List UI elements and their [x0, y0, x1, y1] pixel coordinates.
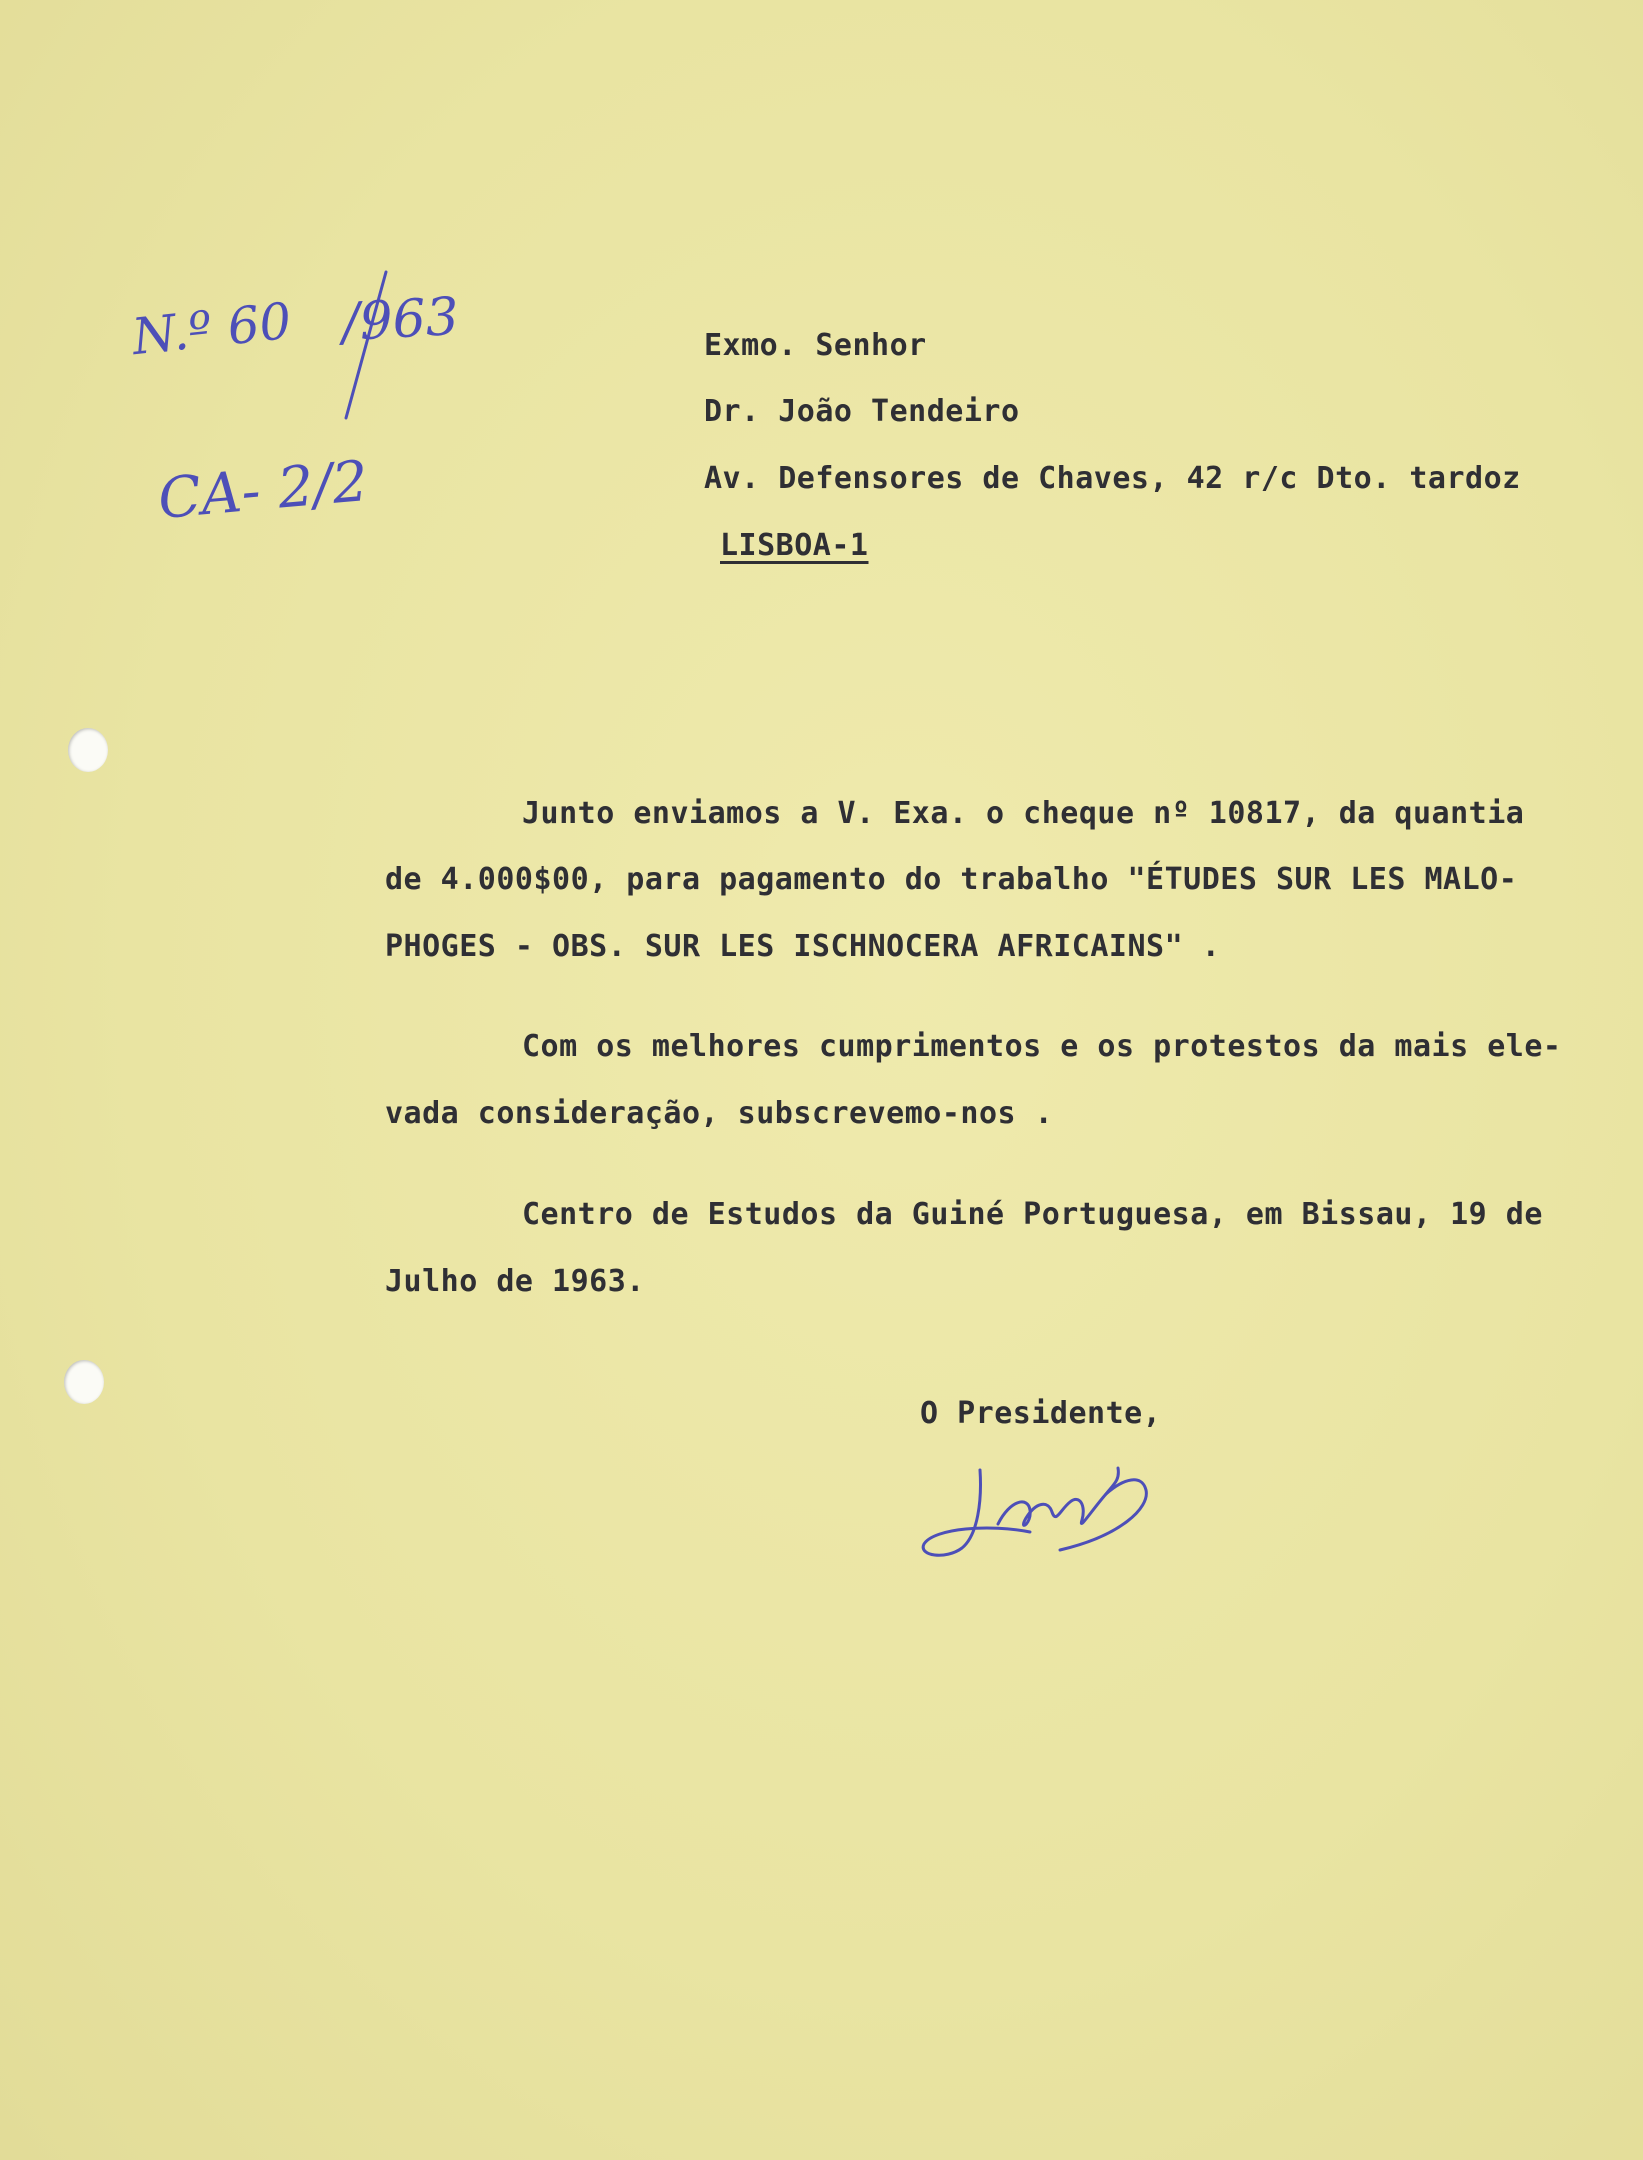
- body-p2-line-2: vada consideração, subscrevemo-nos .: [385, 1096, 1054, 1131]
- body-p1-line-1: Junto enviamos a V. Exa. o cheque nº 10817, da quantia: [522, 796, 1525, 831]
- punch-hole-top: [68, 728, 108, 772]
- body-p2-line-1: Com os melhores cumprimentos e os protestos da mais ele-: [522, 1029, 1562, 1064]
- president-signature: [910, 1440, 1180, 1570]
- body-p1-line-3: PHOGES - OBS. SUR LES ISCHNOCERA AFRICAINS" .: [385, 929, 1221, 964]
- recipient-address: Av. Defensores de Chaves, 42 r/c Dto. tardoz: [704, 461, 1521, 496]
- punch-hole-bottom: [64, 1360, 104, 1404]
- recipient-name: Dr. João Tendeiro: [704, 394, 1020, 429]
- body-p1-line-2: de 4.000$00, para pagamento do trabalho "ÉTUDES SUR LES MALO-: [385, 862, 1518, 897]
- recipient-salutation: Exmo. Senhor: [704, 328, 927, 363]
- handwritten-number: N.º 60: [129, 291, 295, 367]
- handwritten-year: /963: [340, 286, 461, 354]
- closing-title: O Presidente,: [920, 1396, 1162, 1431]
- body-p3-line-1: Centro de Estudos da Guiné Portuguesa, em Bissau, 19 de: [522, 1197, 1543, 1232]
- body-p3-line-2: Julho de 1963.: [385, 1264, 645, 1299]
- handwritten-stroke: [330, 268, 390, 428]
- recipient-city: LISBOA-1: [720, 528, 869, 563]
- handwritten-reference: CA- 2/2: [155, 448, 371, 533]
